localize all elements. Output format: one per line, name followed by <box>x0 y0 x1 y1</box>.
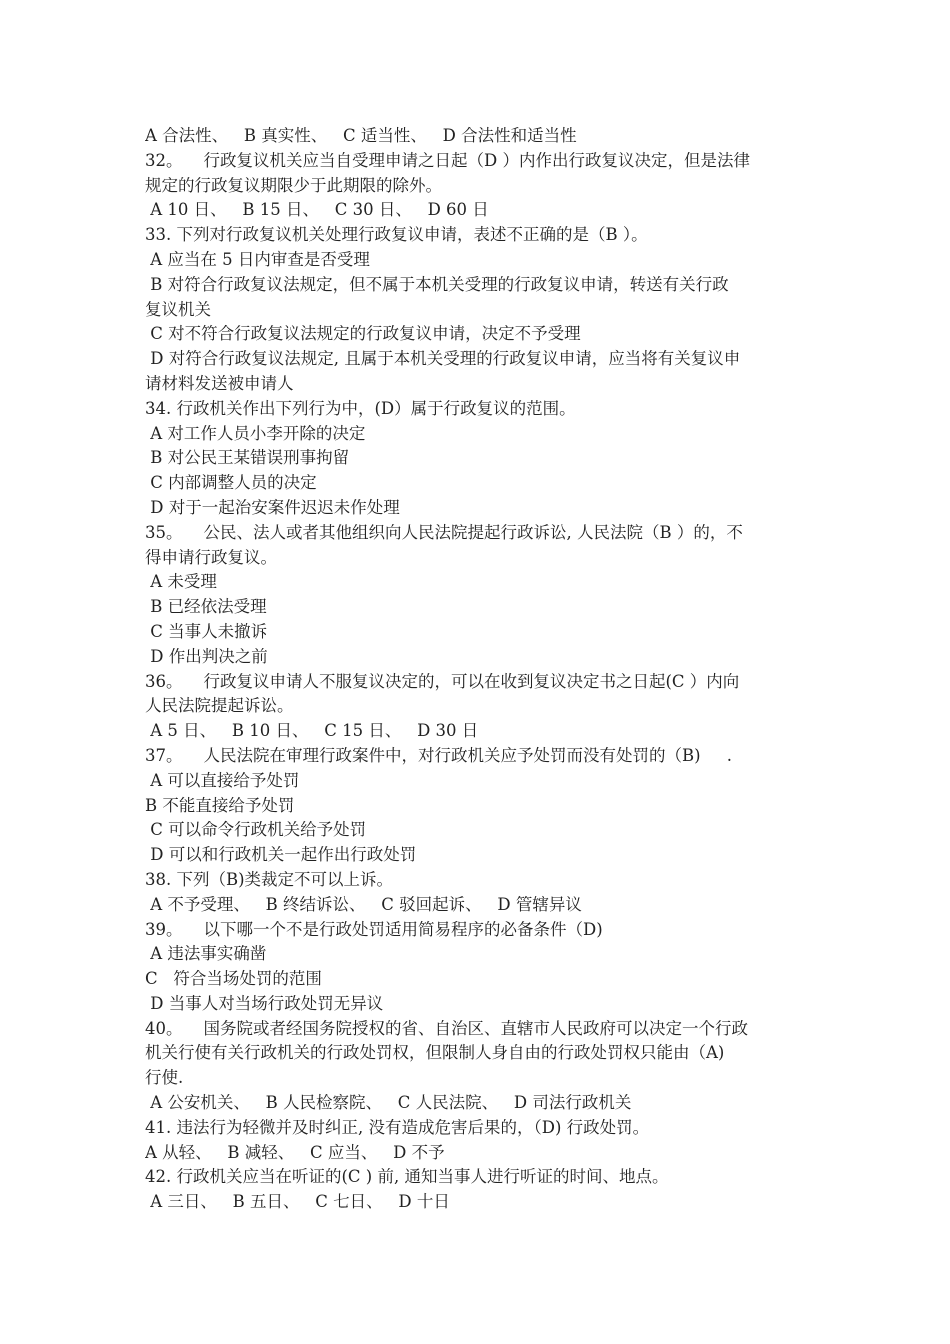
text-line: A 5 日、 B 10 日、 C 15 日、 D 30 日 <box>145 721 479 741</box>
text-line: A 公安机关、 B 人民检察院、 C 人民法院、 D 司法行政机关 <box>145 1093 632 1113</box>
text-line: 规定的行政复议期限少于此期限的除外。 <box>145 175 442 195</box>
text-line: C 可以命令行政机关给予处罚 <box>145 820 367 840</box>
text-line: C 当事人未撤诉 <box>145 621 268 641</box>
text-line: B 已经依法受理 <box>145 597 267 617</box>
text-line: B 不能直接给予处罚 <box>145 795 295 815</box>
text-line: C 对不符合行政复议法规定的行政复议申请，决定不予受理 <box>145 324 581 344</box>
text-line: A 合法性、 B 真实性、 C 适当性、 D 合法性和适当性 <box>145 126 577 145</box>
text-line: A 对工作人员小李开除的决定 <box>145 423 366 443</box>
text-line: 33. 下列对行政复议机关处理行政复议申请，表述不正确的是（B ）。 <box>145 225 648 245</box>
text-line: A 应当在 5 日内审查是否受理 <box>145 249 370 269</box>
text-line: 38. 下列（B)类裁定不可以上诉。 <box>145 869 394 889</box>
text-line: D 对符合行政复议法规定, 且属于本机关受理的行政复议申请，应当将有关复议申 <box>145 349 741 369</box>
text-line: 41. 违法行为轻微并及时纠正, 没有造成危害后果的，（D) 行政处罚。 <box>145 1117 650 1137</box>
text-line: 40。 国务院或者经国务院授权的省、自治区、直辖市人民政府可以决定一个行政 <box>145 1018 748 1038</box>
text-line: 34. 行政机关作出下列行为中，(D）属于行政复议的范围。 <box>145 398 576 418</box>
text-line: 35。 公民、法人或者其他组织向人民法院提起行政诉讼, 人民法院（B ）的，不 <box>145 522 743 542</box>
text-line: 请材料发送被申请人 <box>145 373 294 393</box>
text-line: C 符合当场处罚的范围 <box>145 969 322 989</box>
text-line: 人民法院提起诉讼。 <box>145 696 294 716</box>
text-line: 37。 人民法院在审理行政案件中，对行政机关应予处罚而没有处罚的（B) . <box>145 745 733 765</box>
text-line: 行使. <box>145 1068 184 1088</box>
text-line: 39。 以下哪一个不是行政处罚适用简易程序的必备条件（D) <box>145 919 603 939</box>
text-line: 得申请行政复议。 <box>145 547 277 567</box>
text-line: C 内部调整人员的决定 <box>145 473 317 493</box>
text-line: B 对公民王某错误刑事拘留 <box>145 448 350 468</box>
text-line: B 对符合行政复议法规定，但不属于本机关受理的行政复议申请，转送有关行政 <box>145 274 729 294</box>
text-line: A 不予受理、 B 终结诉讼、 C 驳回起诉、 D 管辖异议 <box>145 894 582 914</box>
text-line: 32。 行政复议机关应当自受理申请之日起（D ）内作出行政复议决定，但是法律 <box>145 150 750 170</box>
text-line: D 作出判决之前 <box>145 646 268 666</box>
text-line: 36。 行政复议申请人不服复议决定的，可以在收到复议决定书之日起(C ）内向 <box>145 671 740 691</box>
text-line: A 未受理 <box>145 572 217 592</box>
text-line: 复议机关 <box>145 299 211 319</box>
text-line: D 可以和行政机关一起作出行政处罚 <box>145 845 417 865</box>
text-line: A 违法事实确凿 <box>145 944 267 964</box>
text-line: A 三日、 B 五日、 C 七日、 D 十日 <box>145 1192 450 1212</box>
text-line: 42. 行政机关应当在听证的(C ) 前, 通知当事人进行听证的时间、地点。 <box>145 1167 669 1187</box>
text-line: A 10 日、 B 15 日、 C 30 日、 D 60 日 <box>145 200 489 220</box>
text-line: 机关行使有关行政机关的行政处罚权，但限制人身自由的行政处罚权只能由（A) <box>145 1043 725 1063</box>
text-line: D 对于一起治安案件迟迟未作处理 <box>145 497 400 517</box>
text-line: A 从轻、 B 减轻、 C 应当、 D 不予 <box>145 1142 445 1162</box>
text-line: D 当事人对当场行政处罚无异议 <box>145 993 384 1013</box>
document-body <box>145 124 810 1215</box>
text-line: A 可以直接给予处罚 <box>145 770 300 790</box>
